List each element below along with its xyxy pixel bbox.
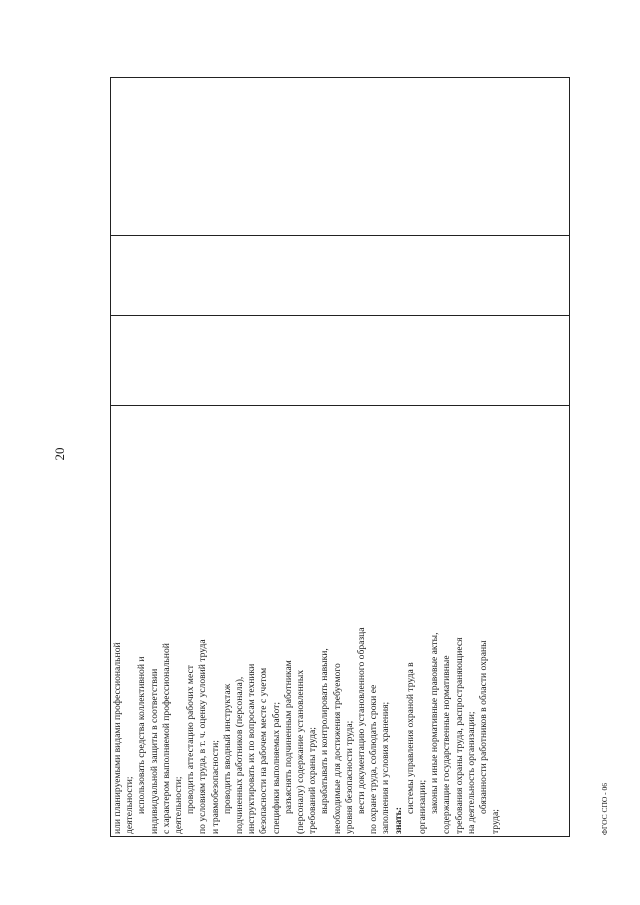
text-line: законы и иные нормативные правовые акты, [429,632,441,814]
text-line: уровня безопасности труда; [343,720,355,834]
text-line: необходимые для достижения требуемого [331,663,343,834]
text-line: системы управления охраной труда в [404,662,416,814]
text-line: по условиям труда, в т. ч. оценку условий труда [197,639,209,834]
column-divider-1 [111,405,569,406]
text-line: заполнения и условия хранения; [380,701,392,834]
text-line: проводить аттестацию рабочих мест [185,665,197,814]
text-line: на деятельность организации; [465,711,477,834]
text-line: вырабатывать и контролировать навыки, [319,648,331,814]
text-line: труда; [490,809,502,834]
text-line: знать: [392,807,404,834]
text-line: обязанности работников в области охраны [478,640,490,814]
text-line: требования охраны труда, распространяющиеся [453,637,465,834]
text-line: безопасности на рабочем месте с учетом [258,667,270,834]
page-number: 20 [52,447,67,461]
text-line: (персоналу) содержание установленных [295,669,307,834]
text-line: организации; [417,779,429,834]
text-line: с характером выполняемой профессиональной [160,643,172,834]
text-line: инструктировать их по вопросам техники [246,663,258,834]
text-line: вести документацию установленного образца [356,627,368,814]
column-divider-2 [111,315,569,316]
text-line: индивидуальной защиты в соответствии [148,668,160,834]
text-line: использовать средства коллективной и [136,656,148,814]
text-line: содержащие государственные нормативные [441,655,453,834]
footer-code: ФГОС СПО - 06 [600,782,609,835]
text-line: или планируемыми видами профессиональной [112,642,123,834]
text-line: по охране труда, соблюдать сроки ее [368,684,380,834]
text-line: и травмобезопасности; [209,740,221,834]
text-line: деятельности; [124,776,136,834]
text-line: деятельности; [173,776,185,834]
text-line: специфики выполняемых работ; [270,701,282,834]
text-line: требований охраны труда; [307,727,319,834]
column-divider-3 [111,235,569,236]
text-line: разъяснять подчиненным работникам [282,660,294,814]
text-line: проводить вводный инструктаж [221,683,233,814]
text-line: подчиненных работников (персонала), [234,676,246,834]
competency-text-cell [110,407,570,837]
